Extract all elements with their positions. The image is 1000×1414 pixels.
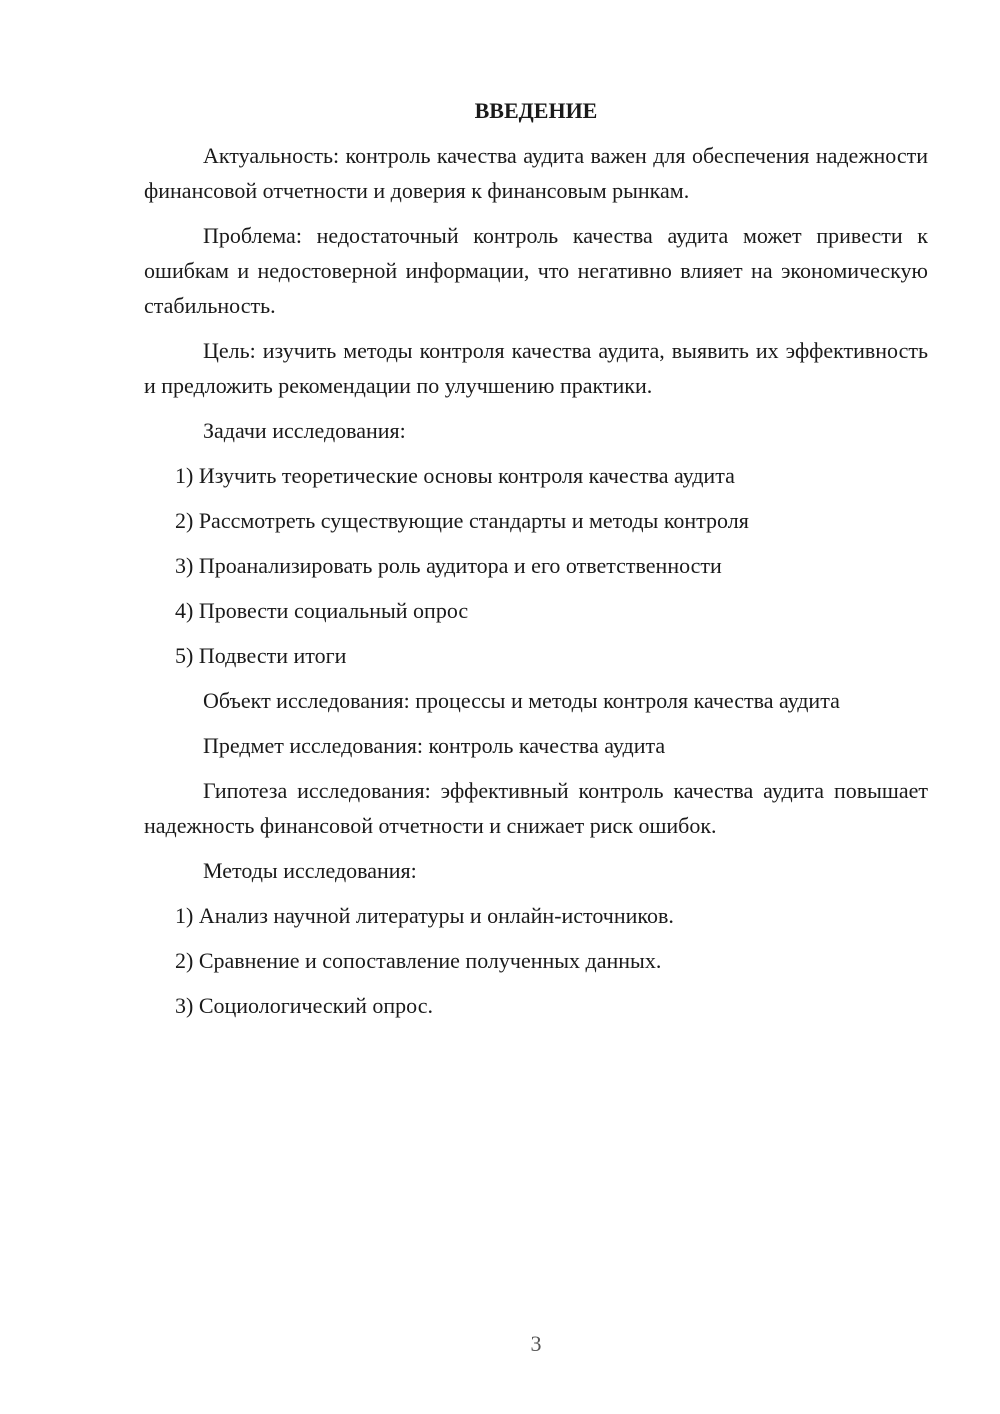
goal-paragraph: Цель: изучить методы контроля качества аудита, выявить их эффективность и предложить рекомендации по улучшению практики.	[144, 338, 928, 398]
object-paragraph: Объект исследования: процессы и методы контроля качества аудита	[203, 688, 840, 713]
hypothesis-paragraph: Гипотеза исследования: эффективный контроль качества аудита повышает надежность финансовой отчетности и снижает риск ошибок.	[144, 778, 928, 838]
list-item: 5) Подвести итоги	[175, 643, 347, 668]
tasks-label: Задачи исследования:	[203, 418, 406, 443]
tasks-list	[144, 458, 928, 673]
page-number: 3	[530, 1331, 542, 1356]
document-page	[144, 94, 928, 1033]
list-item: 1) Анализ научной литературы и онлайн-источников.	[175, 903, 674, 928]
list-item: 3) Социологический опрос.	[175, 993, 433, 1018]
subject-paragraph: Предмет исследования: контроль качества аудита	[203, 733, 666, 758]
list-item: 2) Рассмотреть существующие стандарты и методы контроля	[175, 508, 749, 533]
list-item: 4) Провести социальный опрос	[175, 598, 469, 623]
relevance-paragraph: Актуальность: контроль качества аудита важен для обеспечения надежности финансовой отчетности и доверия к финансовым рынкам.	[144, 143, 928, 203]
list-item: 2) Сравнение и сопоставление полученных данных.	[175, 948, 662, 973]
list-item: 3) Проанализировать роль аудитора и его ответственности	[175, 553, 722, 578]
methods-list	[144, 898, 928, 1023]
section-heading: ВВЕДЕНИЕ	[474, 98, 598, 123]
methods-label: Методы исследования:	[203, 858, 417, 883]
list-item: 1) Изучить теоретические основы контроля качества аудита	[175, 463, 735, 488]
problem-paragraph: Проблема: недостаточный контроль качества аудита может привести к ошибкам и недостоверной информации, что негативно влияет на экономическую стабильность.	[144, 223, 928, 318]
